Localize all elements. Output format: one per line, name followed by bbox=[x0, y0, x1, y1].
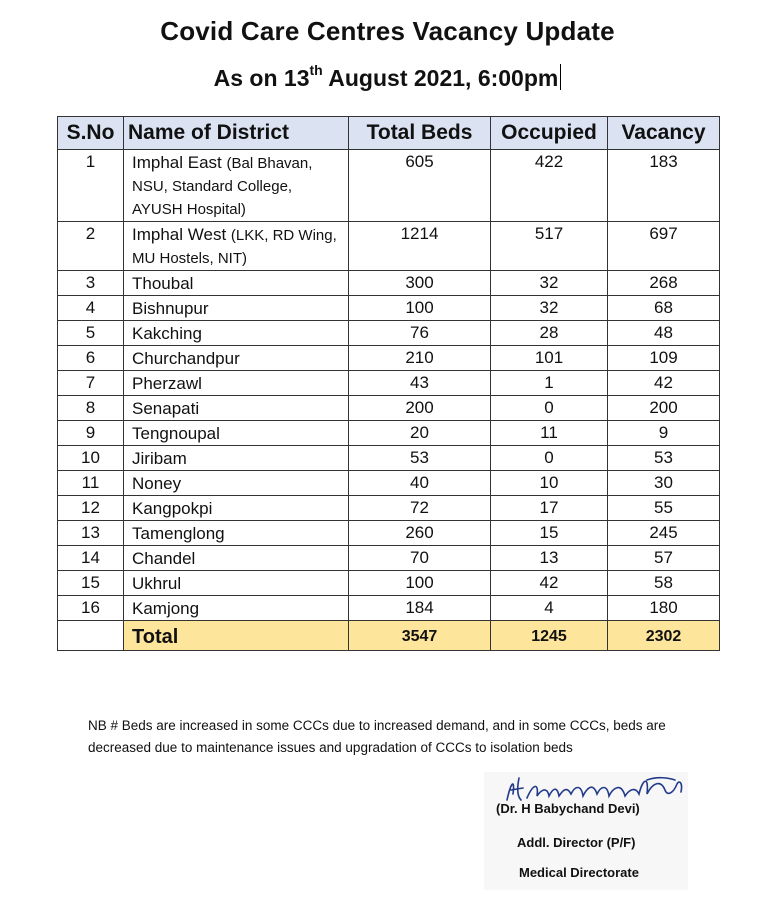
sno-cell: 11 bbox=[58, 471, 124, 496]
table-row bbox=[58, 271, 720, 296]
district-name: Jiribam bbox=[132, 449, 187, 468]
sno-cell: 15 bbox=[58, 571, 124, 596]
district-cell bbox=[124, 596, 349, 621]
document-title: Covid Care Centres Vacancy Update bbox=[160, 16, 615, 46]
col-header-district: Name of District bbox=[124, 117, 349, 150]
total-beds-cell: 20 bbox=[349, 421, 491, 446]
district-name: Tamenglong bbox=[132, 524, 225, 543]
col-header-sno: S.No bbox=[58, 117, 124, 150]
occupied-cell: 13 bbox=[491, 546, 608, 571]
vacancy-cell: 55 bbox=[608, 496, 720, 521]
sno-cell: 13 bbox=[58, 521, 124, 546]
district-cell bbox=[124, 296, 349, 321]
total-beds-cell: 72 bbox=[349, 496, 491, 521]
signatory-designation: Addl. Director (P/F) bbox=[517, 835, 636, 850]
as-on-date bbox=[0, 64, 775, 92]
vacancy-cell: 109 bbox=[608, 346, 720, 371]
vacancy-cell: 183 bbox=[608, 150, 720, 222]
total-beds-cell: 184 bbox=[349, 596, 491, 621]
total-vacancy-value: 2302 bbox=[608, 621, 720, 651]
total-beds-cell: 40 bbox=[349, 471, 491, 496]
as-on-prefix: As on 13 bbox=[213, 65, 310, 91]
sno-cell: 4 bbox=[58, 296, 124, 321]
total-beds-cell: 43 bbox=[349, 371, 491, 396]
district-cell bbox=[124, 496, 349, 521]
district-cell bbox=[124, 471, 349, 496]
table-row bbox=[58, 150, 720, 222]
total-beds-cell: 300 bbox=[349, 271, 491, 296]
district-cell bbox=[124, 271, 349, 296]
vacancy-cell: 268 bbox=[608, 271, 720, 296]
total-occupied-value: 1245 bbox=[491, 621, 608, 651]
district-cell bbox=[124, 321, 349, 346]
vacancy-cell: 48 bbox=[608, 321, 720, 346]
table-row bbox=[58, 471, 720, 496]
occupied-cell: 17 bbox=[491, 496, 608, 521]
total-beds-cell: 100 bbox=[349, 571, 491, 596]
footnote: NB # Beds are increased in some CCCs due to increased demand, and in some CCCs, beds are decreased due to maintenance issues and upgradation of CCCs to isolation beds bbox=[88, 718, 666, 755]
occupied-cell: 15 bbox=[491, 521, 608, 546]
sno-cell: 14 bbox=[58, 546, 124, 571]
occupied-cell: 101 bbox=[491, 346, 608, 371]
sno-cell: 8 bbox=[58, 396, 124, 421]
occupied-cell: 10 bbox=[491, 471, 608, 496]
table-row bbox=[58, 596, 720, 621]
district-cell bbox=[124, 150, 349, 222]
sno-cell: 2 bbox=[58, 222, 124, 271]
occupied-cell: 32 bbox=[491, 271, 608, 296]
district-name: Imphal West bbox=[132, 225, 227, 244]
col-header-occupied: Occupied bbox=[491, 117, 608, 150]
sno-cell: 3 bbox=[58, 271, 124, 296]
district-name: Bishnupur bbox=[132, 299, 209, 318]
vacancy-table bbox=[57, 116, 720, 651]
total-beds-cell: 70 bbox=[349, 546, 491, 571]
district-name: Senapati bbox=[132, 399, 200, 418]
table-row bbox=[58, 222, 720, 271]
total-beds-cell: 76 bbox=[349, 321, 491, 346]
occupied-cell: 517 bbox=[491, 222, 608, 271]
district-cell bbox=[124, 546, 349, 571]
occupied-cell: 11 bbox=[491, 421, 608, 446]
district-name: Chandel bbox=[132, 549, 196, 568]
district-name: Thoubal bbox=[132, 274, 194, 293]
sno-cell: 16 bbox=[58, 596, 124, 621]
total-label: Total bbox=[124, 621, 349, 651]
occupied-cell: 0 bbox=[491, 396, 608, 421]
vacancy-cell: 30 bbox=[608, 471, 720, 496]
table-row bbox=[58, 571, 720, 596]
district-name: Kangpokpi bbox=[132, 499, 213, 518]
vacancy-cell: 42 bbox=[608, 371, 720, 396]
table-row bbox=[58, 346, 720, 371]
table-row bbox=[58, 496, 720, 521]
table-row bbox=[58, 446, 720, 471]
signatory-office: Medical Directorate bbox=[519, 865, 639, 880]
vacancy-cell: 9 bbox=[608, 421, 720, 446]
sno-cell: 6 bbox=[58, 346, 124, 371]
table-row bbox=[58, 296, 720, 321]
table-header-row bbox=[58, 117, 720, 150]
signatory-name: (Dr. H Babychand Devi) bbox=[496, 801, 640, 816]
district-cell bbox=[124, 222, 349, 271]
district-cell bbox=[124, 371, 349, 396]
total-row bbox=[58, 621, 720, 651]
district-cell bbox=[124, 446, 349, 471]
district-centres: (LKK, RD Wing, MU Hostels, NIT) bbox=[132, 227, 337, 267]
sno-cell: 1 bbox=[58, 150, 124, 222]
district-cell bbox=[124, 421, 349, 446]
total-beds-cell: 260 bbox=[349, 521, 491, 546]
district-cell bbox=[124, 571, 349, 596]
district-name: Churchandpur bbox=[132, 349, 240, 368]
occupied-cell: 32 bbox=[491, 296, 608, 321]
total-beds-cell: 605 bbox=[349, 150, 491, 222]
district-cell bbox=[124, 396, 349, 421]
sno-cell: 5 bbox=[58, 321, 124, 346]
vacancy-cell: 180 bbox=[608, 596, 720, 621]
table-row bbox=[58, 371, 720, 396]
table-row bbox=[58, 521, 720, 546]
vacancy-cell: 200 bbox=[608, 396, 720, 421]
col-header-vacancy: Vacancy bbox=[608, 117, 720, 150]
sno-cell: 12 bbox=[58, 496, 124, 521]
vacancy-cell: 57 bbox=[608, 546, 720, 571]
total-beds-cell: 1214 bbox=[349, 222, 491, 271]
district-name: Noney bbox=[132, 474, 182, 493]
occupied-cell: 42 bbox=[491, 571, 608, 596]
district-name: Kamjong bbox=[132, 599, 200, 618]
as-on-superscript: th bbox=[309, 62, 323, 79]
district-centres: (Bal Bhavan, NSU, Standard College, AYUSH Hospital) bbox=[132, 155, 313, 218]
total-beds-cell: 210 bbox=[349, 346, 491, 371]
occupied-cell: 0 bbox=[491, 446, 608, 471]
total-beds-cell: 200 bbox=[349, 396, 491, 421]
table-row bbox=[58, 321, 720, 346]
table-row bbox=[58, 421, 720, 446]
occupied-cell: 28 bbox=[491, 321, 608, 346]
sno-cell: 10 bbox=[58, 446, 124, 471]
district-cell bbox=[124, 346, 349, 371]
total-beds-cell: 100 bbox=[349, 296, 491, 321]
district-name: Imphal East bbox=[132, 153, 222, 172]
as-on-suffix: August 2021, 6:00pm bbox=[322, 65, 559, 91]
sno-cell: 9 bbox=[58, 421, 124, 446]
table-row bbox=[58, 396, 720, 421]
vacancy-cell: 245 bbox=[608, 521, 720, 546]
occupied-cell: 4 bbox=[491, 596, 608, 621]
occupied-cell: 422 bbox=[491, 150, 608, 222]
district-name: Pherzawl bbox=[132, 374, 202, 393]
district-name: Kakching bbox=[132, 324, 202, 343]
col-header-total-beds: Total Beds bbox=[349, 117, 491, 150]
total-sno-cell bbox=[58, 621, 124, 651]
table-row bbox=[58, 546, 720, 571]
sno-cell: 7 bbox=[58, 371, 124, 396]
vacancy-cell: 53 bbox=[608, 446, 720, 471]
district-name: Ukhrul bbox=[132, 574, 182, 593]
total-beds-cell: 53 bbox=[349, 446, 491, 471]
district-name: Tengnoupal bbox=[132, 424, 220, 443]
text-cursor bbox=[560, 64, 561, 90]
vacancy-cell: 68 bbox=[608, 296, 720, 321]
occupied-cell: 1 bbox=[491, 371, 608, 396]
vacancy-cell: 697 bbox=[608, 222, 720, 271]
vacancy-cell: 58 bbox=[608, 571, 720, 596]
total-beds-value: 3547 bbox=[349, 621, 491, 651]
district-cell bbox=[124, 521, 349, 546]
